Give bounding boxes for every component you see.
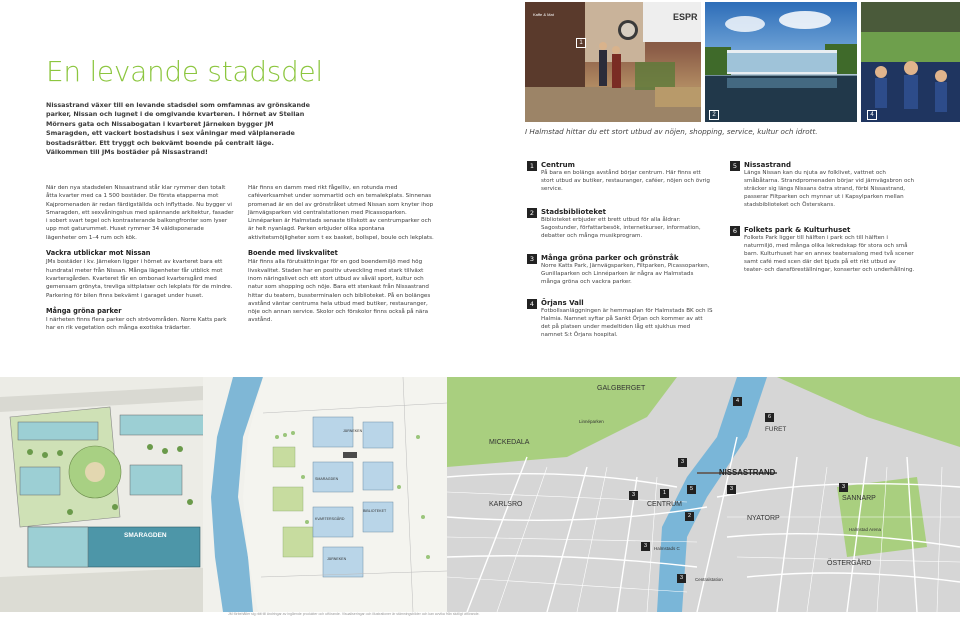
paragraph: Här finns alla förutsättningar för en god boendemiljö med hög livskvalitet. Staden har en positiv utveckling med stark tillväxt inom näringslivet och ett stort utbud av såväl sport, kultur och natur som shopping och nöje. Bara ett stenkast från Nissastrand hittar du teatern, bussterminalen och biblioteket. På en bolänges avstånd väntar centrums hela utbud med butiker, restauranger, nöje och annan service. Skolor och förskolor finns också på nära avstånd. (248, 259, 431, 324)
map-label: Linnéparken (579, 419, 604, 424)
text-column-1 (46, 184, 234, 333)
photo-library (705, 2, 857, 122)
map-badge: 3 (727, 485, 736, 494)
map-label: FURET (765, 426, 787, 433)
intro-text: Nissastrand växer till en levande stadsdel som omfamnas av grönskande parker, Nissan och lugnet i de omgivande kvarteren. I hörnet av Stellan Mörners gata och Nissabogatan i kvarteret Järneken bygger JM Smaragden, ett vackert bostadshus i sex våningar med välplanerade bostadsrätter. Ett tryggt och bekvämt boende på centralt läge. Välkommen till JMs bostäder på Nissastrand! (46, 101, 310, 157)
site-plan-detail (0, 377, 222, 612)
map-label: GALGBERGET (597, 385, 646, 392)
photo-number-badge: 4 (867, 110, 877, 120)
plan-label: SMARAGDEN (315, 477, 339, 481)
map-badge: 3 (629, 491, 638, 500)
map-label: KARLSRO (489, 501, 523, 508)
subheading: Boende med livskvalitet (248, 249, 338, 258)
plan-label-smaragden: SMARAGDEN (124, 532, 167, 539)
photo-street-cafe (525, 2, 701, 122)
plan-label: BIBLIOTEKET (363, 509, 387, 513)
map-badge: 3 (677, 574, 686, 583)
item-text: På bara en bolängs avstånd börjar centrum. Här finns ett stort utbud av butiker, restauranger, caféer, nöjen och övrig service. (541, 170, 710, 192)
page-title: En levande stadsdel (46, 55, 323, 88)
map-label: Halmstad Arena (849, 527, 882, 532)
map-label: SANNARP (842, 495, 876, 502)
map-label: NISSASTRAND (719, 468, 776, 477)
paragraph: Här finns en damm med rikt fågelliv, en rotunda med caféverksamhet under sommartid och en temalekplats. Sinnenas promenad är en del av grönstråket utmed Nissan som knyter ihop Järnvägsparken vid centralstationen med Picassoparken. Linnéparken är Halmstads senaste tillskott av centrumparker och är helt nyanlagd. Parken erbjuder olika spontana aktivitetsmöjligheter som t ex basket, bollspel, boule och lekplats. (248, 185, 434, 241)
item-title: Stadsbiblioteket (541, 208, 606, 216)
paragraph: JMs bostäder i kv. Järneken ligger i hörnet av kvarteret bara ett hundratal meter från Nissan. Många lägenheter får utblick mot kvartersgården. Kvarteret får en ombonad kvartersgård med gemensam grönyta, trevliga sittplatser och lekplats för de mindre. Parkering för bilen finns bekvämt i garaget under huset. (46, 259, 233, 299)
plan-label: JÄRNEKEN (343, 429, 363, 433)
plan-label: JÄRNEKEN (327, 557, 347, 561)
map-badge: 1 (660, 489, 669, 498)
item-text: Fotbollsanläggningen är hemmaplan för Halmstads BK och IS Halmia. Namnet syftar på Sankt Örjan och kommer av att det på platsen under medeltiden låg ett sjukhus med namnet S:t Örjans hospital. (541, 308, 713, 338)
map-badge: 3 (641, 542, 650, 551)
item-number: 2 (527, 208, 537, 218)
item-title: Centrum (541, 161, 575, 169)
city-map (447, 377, 960, 612)
map-badge: 4 (733, 397, 742, 406)
paragraph: I närheten finns flera parker och strövområden. Norre Katts park har en rik vegetation och många exotiska trädarter. (46, 317, 227, 332)
map-label: NYATORP (747, 515, 780, 522)
map-badge: 5 (687, 485, 696, 494)
item-number: 4 (527, 299, 537, 309)
map-badge: 3 (839, 483, 848, 492)
item-title: Folkets park & Kulturhuset (744, 226, 851, 234)
plan-label: KVARTERSGÅRD (315, 517, 345, 521)
photo-number-badge: 1 (576, 38, 586, 48)
subheading: Många gröna parker (46, 306, 122, 315)
item-number: 1 (527, 161, 537, 171)
map-badge: 2 (685, 512, 694, 521)
subheading: Vackra utblickar mot Nissan (46, 249, 151, 258)
map-label: Halmstads C (654, 546, 680, 551)
item-title: Många gröna parker och grönstråk (541, 254, 679, 262)
map-label: Centralstation (695, 577, 723, 582)
disclaimer: JM förbehåller sig rätt till ändringar av ingående produkter och utförande. Visualiseringar och illustrationer är stämningsbilder och kan avvika från slutligt utförande. (228, 612, 480, 616)
item-number: 3 (527, 254, 537, 264)
paragraph: När den nya stadsdelen Nissastrand står klar rymmer den totalt åtta kvarter med ca 1 500 bostäder. De första etapperna mot Kajpromenaden är redan färdigställda och inflyttade. Nu bygger vi Smaragden, ett sexvåningshus med spännande arkitektur, fasader i sobert svart tegel och kontrasterande balkongfronter som lyser upp mot gaturummet. Huset rymmer 34 väldisponerade lägenheter om 1–4 rum och kök. (46, 185, 234, 241)
item-number: 6 (730, 226, 740, 236)
map-badge: 6 (765, 413, 774, 422)
item-text: Längs Nissan kan du njuta av folklivet, vattnet och småbåtarna. Strandpromenaden börjar vid järnvägsbron och sträcker sig längs Nissans östra strand, förbi Nissastrand, passerar Filtparken och mynnar ut i Kapsylparken mellan stadsbiblioteket och Österskans. (744, 170, 914, 208)
cafe-sign-small: Kaffe & Mat (533, 12, 554, 17)
item-text: Folkets Park ligger till hälften i park och till hälften i naturmiljö, med många olika lekredskap för stora och små barn. Kulturhuset har en annex teatersalong med två scener samt café med scen där det bjuds på ett rikt utbud av teater- och dansföreställningar, konserter och underhållning. (744, 235, 915, 273)
cafe-sign: ESPR (673, 12, 698, 22)
photo-caption: I Halmstad hittar du ett stort utbud av nöjen, shopping, service, kultur och idrott. (525, 127, 818, 136)
site-plan-overview (203, 377, 447, 612)
item-title: Örjans Vall (541, 299, 584, 307)
item-title: Nissastrand (744, 161, 791, 169)
map-label: CENTRUM (647, 501, 682, 508)
text-column-2 (248, 184, 436, 325)
photo-number-badge: 2 (709, 110, 719, 120)
item-text: Biblioteket erbjuder ett brett utbud för alla åldrar: Sagostunder, författarbesök, internetkurser, information, debatter och många musikprogram. (541, 217, 701, 239)
map-badge: 3 (678, 458, 687, 467)
map-label: ÖSTERGÅRD (827, 560, 872, 567)
map-label: MICKEDALA (489, 439, 530, 446)
photo-football (861, 2, 960, 122)
item-text: Norre Katts Park, Järnvägsparken, Filtparken, Picassoparken, Gunillaparken och Linnéparken är några av Halmstads många gröna och vackra parker. (541, 263, 710, 285)
item-number: 5 (730, 161, 740, 171)
